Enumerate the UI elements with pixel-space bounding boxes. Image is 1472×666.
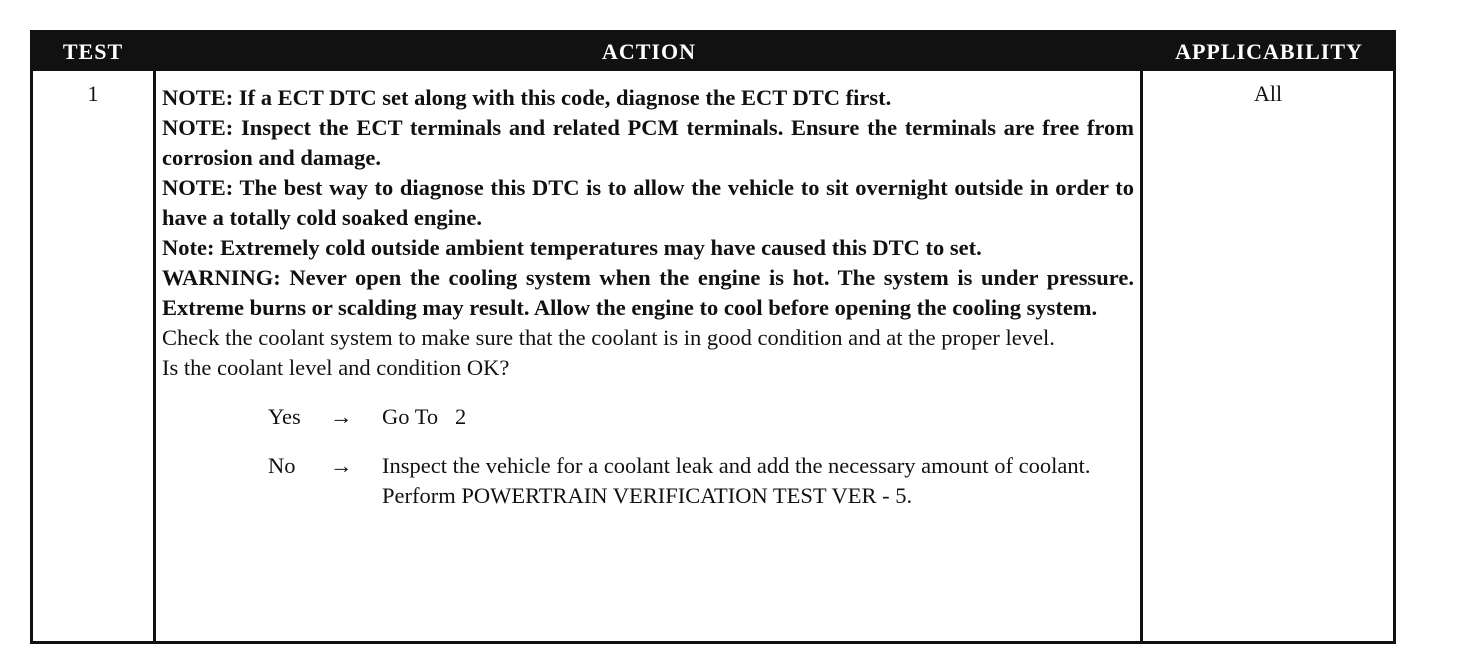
instruction-check-coolant: Check the coolant system to make sure that the coolant is in good condition and at the proper level.: [162, 325, 1055, 350]
note-inspect-terminals: NOTE: Inspect the ECT terminals and related PCM terminals. Ensure the terminals are free from corrosion and damage.: [162, 115, 1134, 170]
column-divider-applicability: [1140, 33, 1143, 641]
arrow-right-icon: →: [330, 453, 353, 478]
diagnostic-table: [30, 30, 1396, 644]
question-coolant-ok: Is the coolant level and condition OK?: [162, 355, 510, 380]
choice-no-label: No: [268, 453, 296, 478]
choice-no-result-line-1: Inspect the vehicle for a coolant leak and add the necessary amount of coolant.: [382, 453, 1091, 478]
choice-no-result-line-2: Perform POWERTRAIN VERIFICATION TEST VER - 5.: [382, 483, 913, 508]
header-test: TEST: [62, 39, 124, 64]
arrow-right-icon: →: [330, 404, 353, 429]
applicability-value: All: [1253, 81, 1283, 106]
choice-yes-result: Go To 2: [382, 404, 467, 429]
header-applicability: APPLICABILITY: [1175, 39, 1363, 64]
warning-cooling-system: WARNING: Never open the cooling system when the engine is hot. The system is under pressure. Extreme burns or scalding may result. Allow the engine to cool before opening the cooling system.: [162, 265, 1134, 320]
note-ambient-temp: Note: Extremely cold outside ambient temperatures may have caused this DTC to set.: [162, 235, 982, 260]
action-cell: [162, 83, 1134, 541]
test-number: 1: [87, 81, 99, 106]
column-divider-test: [153, 33, 156, 641]
header-action: ACTION: [601, 39, 696, 64]
note-ect-dtc: NOTE: If a ECT DTC set along with this code, diagnose the ECT DTC first.: [162, 85, 892, 110]
choice-no: [162, 451, 1134, 541]
table-header: [33, 33, 1393, 71]
choice-yes: [162, 402, 1134, 432]
choice-no-result: [382, 451, 1134, 511]
note-cold-soak: NOTE: The best way to diagnose this DTC is to allow the vehicle to sit overnight outside in order to have a totally cold soaked engine.: [162, 175, 1134, 230]
choice-yes-label: Yes: [268, 404, 301, 429]
